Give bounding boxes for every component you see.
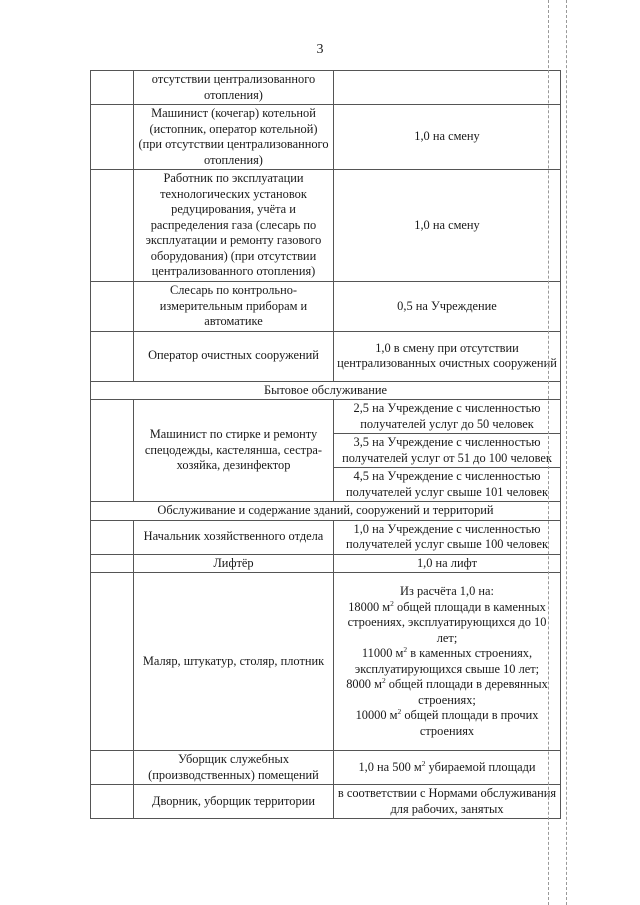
position-cell: Начальник хозяйственного отдела: [134, 520, 334, 554]
table-row: [91, 573, 561, 751]
table-row: [91, 785, 561, 819]
norm-text: 10000 м: [355, 708, 398, 722]
norm-text: 11000 м: [361, 646, 404, 660]
staffing-norms-table: [90, 70, 561, 819]
table-row: [91, 170, 561, 282]
position-cell: Машинист по стирке и ремонту спецодежды, кастелянша, сестра-хозяйка, дезинфектор: [134, 400, 334, 502]
norm-item: [337, 677, 557, 708]
norm-intro: Из расчёта 1,0 на:: [400, 584, 494, 598]
position-cell: Маляр, штукатур, столяр, плотник: [134, 573, 334, 751]
empty-cell: [91, 554, 134, 573]
norm-superscript: 2: [381, 675, 386, 685]
position-cell: Работник по эксплуатации технологических установок редуцирования, учёта и распределения газа (слесарь по эксплуатации и ремонту газового оборудования) (при отсутствии централизованного отопления): [134, 170, 334, 282]
norm-cell: 2,5 на Учреждение с численностью получателей услуг до 50 человек: [334, 400, 561, 434]
norm-cell: 1,0 на лифт: [334, 554, 561, 573]
norm-item: [337, 600, 557, 647]
norm-cell: 1,0 на смену: [334, 105, 561, 170]
norm-superscript: 2: [390, 598, 394, 608]
norm-text: убираемой площади: [425, 759, 536, 774]
norm-cell: 3,5 на Учреждение с численностью получателей услуг от 51 до 100 человек: [334, 434, 561, 468]
norm-cell: [334, 751, 561, 785]
position-cell: Машинист (кочегар) котельной (истопник, оператор котельной) (при отсутствии централизованного отопления): [134, 105, 334, 170]
table-row: [91, 520, 561, 554]
norm-text: 8000 м: [346, 677, 382, 691]
norm-text: общей площади в каменных строениях, эксплуатирующихся до 10 лет;: [347, 599, 547, 645]
position-cell: отсутствии централизованного отопления): [134, 71, 334, 105]
norm-superscript: 2: [403, 644, 408, 654]
table-row: [91, 282, 561, 332]
norm-cell: 1,0 в смену при отсутствии централизованных очистных сооружений: [334, 331, 561, 381]
norm-cell: 1,0 на смену: [334, 170, 561, 282]
table-row: [91, 554, 561, 573]
empty-cell: [91, 400, 134, 502]
norm-text: общей площади в прочих строениях: [401, 708, 539, 738]
position-cell: Лифтёр: [134, 554, 334, 573]
empty-cell: [91, 282, 134, 332]
empty-cell: [91, 170, 134, 282]
empty-cell: [91, 105, 134, 170]
norm-text: общей площади в деревянных строениях;: [385, 677, 548, 707]
norm-item: [337, 708, 557, 739]
empty-cell: [91, 331, 134, 381]
position-cell: Уборщик служебных (производственных) помещений: [134, 751, 334, 785]
norm-cell: в соответствии с Нормами обслуживания для рабочих, занятых: [334, 785, 561, 819]
binding-line: [566, 0, 567, 905]
position-cell: Дворник, уборщик территории: [134, 785, 334, 819]
table-row: [91, 71, 561, 105]
position-cell: Оператор очистных сооружений: [134, 331, 334, 381]
page-number: 3: [316, 42, 324, 57]
table-row: [91, 331, 561, 381]
empty-cell: [91, 520, 134, 554]
table-row: [91, 400, 561, 434]
empty-cell: [91, 751, 134, 785]
section-title-buildings: Обслуживание и содержание зданий, сооружений и территорий: [91, 502, 561, 521]
norm-text: 18000 м: [348, 599, 391, 614]
norm-superscript: 2: [421, 758, 426, 768]
empty-cell: [91, 785, 134, 819]
norm-cell: 4,5 на Учреждение с численностью получателей услуг свыше 101 человек: [334, 468, 561, 502]
norm-cell: 1,0 на Учреждение с численностью получателей услуг свыше 100 человек: [334, 520, 561, 554]
norm-cell: [334, 71, 561, 105]
norm-cell: 0,5 на Учреждение: [334, 282, 561, 332]
empty-cell: [91, 71, 134, 105]
table-row: [91, 751, 561, 785]
section-header-row: [91, 381, 561, 400]
table-row: [91, 105, 561, 170]
section-header-row: [91, 502, 561, 521]
norm-item: [337, 646, 557, 677]
norm-text: в каменных строениях, эксплуатирующихся свыше 10 лет;: [354, 646, 540, 676]
binding-line: [548, 0, 549, 905]
position-cell: Слесарь по контрольно-измерительным приборам и автоматике: [134, 282, 334, 332]
norm-text: 1,0 на 500 м: [358, 759, 422, 774]
norm-superscript: 2: [397, 706, 402, 716]
empty-cell: [91, 573, 134, 751]
section-title-household: Бытовое обслуживание: [91, 381, 561, 400]
norm-cell: [334, 573, 561, 751]
